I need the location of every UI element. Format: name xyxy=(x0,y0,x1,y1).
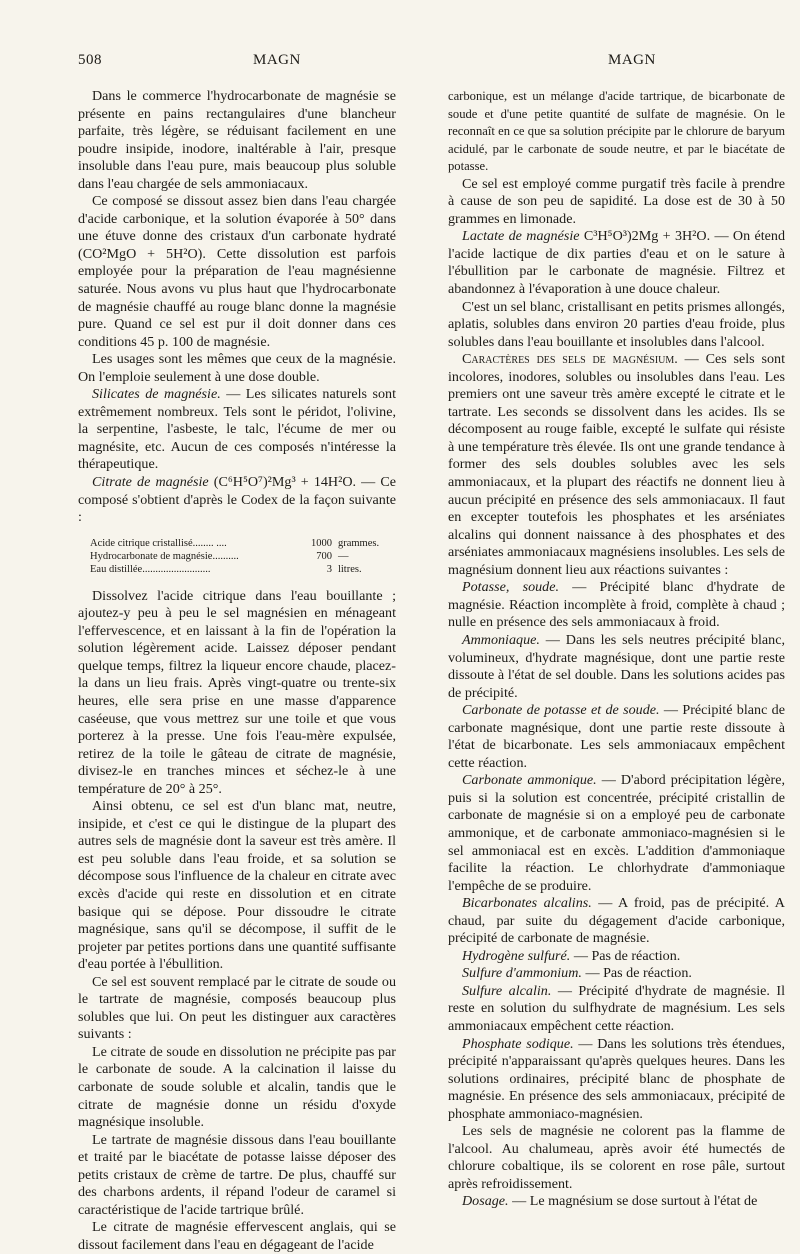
paragraph xyxy=(448,351,785,579)
paragraph xyxy=(448,965,785,983)
paragraph xyxy=(448,1036,785,1124)
ingredient-name: Acide citrique cristallisé........ .... xyxy=(90,537,227,549)
paragraph-text: Ainsi obtenu, ce sel est d'un blanc mat, neutre, insipide, et c'est ce qui le distingue de la plupart des autres sels de magnésie dont la saveur est très amère. Il est peu soluble dans l'eau froide, et sa solution se décompose sous l'influence de la chaleur en citrate avec excès d'acide qui reste en dissolution et en citrate basique qui se dépose. Pour dissoudre le citrate magnésique, sans qu'il se décompose, il suffit de le projeter par petites portions dans une quantité suffisante d'eau portée à l'ébullition. xyxy=(78,798,396,973)
paragraph-text: — Précipité d'hydrate de magnésie. Il reste en solution du sulfhydrate de magnésium. Les sels ammoniacaux empêchent cette réaction. xyxy=(448,982,785,1034)
paragraph xyxy=(78,588,396,799)
paragraph-text: Dans le commerce l'hydrocarbonate de magnésie se présente en pains rectangulaires d'une blancheur parfaite, très légère, se réduisant facilement en une poudre insipide, inodore, inaltérable à l'air, presque insoluble dans l'eau pure, mais beaucoup plus soluble dans l'eau chargée de sels ammoniacaux. xyxy=(78,88,396,192)
paragraph-text: Le citrate de magnésie effervescent anglais, qui se dissout facilement dans l'eau en dégageant de l'acide xyxy=(78,1219,396,1253)
paragraph xyxy=(78,1132,396,1220)
section-heading: Sulfure alcalin. xyxy=(462,982,552,999)
section-heading: Hydrogène sulfuré. xyxy=(462,947,571,964)
ingredient-quantity: 1000 xyxy=(310,537,332,549)
recipe-row xyxy=(90,537,396,550)
paragraph xyxy=(78,798,396,973)
paragraph-text: Ce sel est employé comme purgatif très facile à prendre à cause de son peu de sapidité. La dose est de 30 à 50 grammes en limonade. xyxy=(448,175,785,227)
section-heading: Sulfure d'ammonium. xyxy=(462,965,582,982)
paragraph xyxy=(448,702,785,772)
paragraph xyxy=(78,974,396,1044)
paragraph-text: — Pas de réaction. xyxy=(581,965,692,982)
section-heading: Potasse, soude. xyxy=(462,579,559,596)
paragraph xyxy=(78,193,396,351)
section-heading: Dosage. xyxy=(462,1193,509,1210)
paragraph-text: Les usages sont les mêmes que ceux de la magnésie. On l'emploie seulement à une dose double. xyxy=(78,351,396,385)
paragraph xyxy=(448,228,785,298)
paragraph-text: carbonique, est un mélange d'acide tartrique, de bicarbonate de soude et d'une petite quantité de sulfate de magnésie. On le reconnaît en ce que sa solution précipite par le chlorure de baryum acidulé, par le carbonate de soude neutre, et par le biacétate de potasse. xyxy=(448,89,785,174)
page-number: 508 xyxy=(78,52,102,68)
paragraph-text: Ce sel est souvent remplacé par le citrate de soude ou le tartrate de magnésie, composés beaucoup plus solubles que lui. On peut les distinguer aux caractères suivants : xyxy=(78,973,396,1043)
ingredient-name: Hydrocarbonate de magnésie.......... xyxy=(90,550,239,562)
ingredient-unit: — xyxy=(337,550,349,562)
paragraph-text: — Précipité blanc de carbonate magnésique, dont une partie reste dissoute à l'état de bicarbonate. Les sels ammoniacaux empêchent cette réaction. xyxy=(448,702,785,771)
paragraph-text: Le tartrate de magnésie dissous dans l'eau bouillante et traité par le biacétate de potasse laisse déposer des petits cristaux de crème de tartre. De plus, chauffé sur des charbons ardents, il répand l'odeur de caramel si caractéristique de l'acide tartrique brûlé. xyxy=(78,1131,396,1218)
recipe-table xyxy=(90,537,396,576)
ingredient-unit: grammes. xyxy=(337,537,380,549)
paragraph xyxy=(448,88,785,176)
section-heading: Bicarbonates alcalins. xyxy=(462,895,592,912)
section-heading: Carbonate ammonique. xyxy=(462,772,597,789)
paragraph-text: — Pas de réaction. xyxy=(570,947,681,964)
paragraph-text: — A froid, pas de précipité. A chaud, par suite du dégagement d'acide carbonique, précipité de carbonate de magnésie. xyxy=(448,895,785,947)
paragraph xyxy=(448,895,785,948)
paragraph xyxy=(448,1123,785,1193)
paragraph-text: — Les silicates naturels sont extrêmement nombreux. Tels sont le péridot, l'olivine, la serpentine, l'asbeste, le talc, l'écume de mer ou magnésite, etc. Aucun de ces composés n'intéresse la thérapeutique. xyxy=(78,386,396,473)
recipe-row xyxy=(90,550,396,563)
paragraph xyxy=(448,772,785,895)
paragraph xyxy=(448,579,785,632)
paragraph xyxy=(78,88,396,193)
section-heading: Silicates de magnésie. xyxy=(92,386,221,403)
paragraph-text: C'est un sel blanc, cristallisant en petits prismes allongés, aplatis, solubles dans environ 20 parties d'eau froide, plus solubles dans l'eau bouillante et insolubles dans l'alcool. xyxy=(448,298,785,350)
section-heading: Phosphate sodique. xyxy=(462,1035,574,1052)
section-heading: Ammoniaque. xyxy=(462,631,540,648)
ingredient-quantity: 3 xyxy=(326,563,332,575)
ingredient-quantity: 700 xyxy=(316,550,332,562)
paragraph-text: (C⁶H⁵O⁷)²Mg³ + 14H²O. — Ce composé s'obtient d'après le Codex de la façon suivante : xyxy=(78,474,396,526)
recipe-row xyxy=(90,563,396,576)
paragraph xyxy=(448,299,785,352)
paragraph xyxy=(78,474,396,527)
running-title-left: MAGN xyxy=(253,52,301,68)
paragraph xyxy=(448,948,785,966)
paragraph-text: Les sels de magnésie ne colorent pas la flamme de l'alcool. Au chalumeau, après avoir été humectés de chlorure cobaltique, ils se colorent en rose pâle, surtout après refroidissement. xyxy=(448,1123,785,1192)
ingredient-name: Eau distillée.......................... xyxy=(90,563,211,575)
paragraph xyxy=(448,632,785,702)
paragraph-text: Ce composé se dissout assez bien dans l'eau chargée d'acide carbonique, et la solution évaporée à 50° dans une étuve donne des cristaux d'un carbonate hydraté (CO²MgO + 5H²O). Cette dissolution est parfois employée pour la préparation de l'eau magnésienne saturée. Nous avons vu plus haut que l'hydrocarbonate de magnésie chauffé au rouge blanc donne la magnésie pure. Quand ce sel est pur il doit donner dans ces conditions 45 p. 100 de magnésie. xyxy=(78,193,396,350)
right-column xyxy=(448,88,785,1211)
section-heading: Lactate de magnésie xyxy=(462,228,580,245)
running-title-right: MAGN xyxy=(608,52,656,68)
paragraph-text: Dissolvez l'acide citrique dans l'eau bouillante ; ajoutez-y peu à peu le sel magnésien en ménageant l'effervescence, et en laissant à la fin de l'opération la solution légèrement acide. Laissez déposer pendant quelque temps, filtrez la liqueur encore chaude, placez-la dans un lieu frais. Après vingt-quatre ou trente-six heures, elle sera prise en une masse d'apparence caséeuse, que vous mettrez sur une toile et que vous porterez à la presse. Une fois l'eau-mère expulsée, retirez de la toile le gâteau de citrate de magnésie, divisez-le en tranches minces et séchez-le à une température de 20° à 25°. xyxy=(78,587,396,797)
paragraph-text: — Dans les solutions très étendues, précipité n'apparaissant qu'après quelques heures. Dans les solutions ordinaires, précipité blanc de phosphate de magnésie. En présence des sels ammoniacaux, précipité de phosphate ammoniaco-magnésien. xyxy=(448,1035,785,1122)
paragraph-text: — Précipité blanc d'hydrate de magnésie. Réaction incomplète à froid, complète à chaud ; nulle en présence des sels ammoniacaux à froid. xyxy=(448,579,785,631)
paragraph-text: — Ces sels sont incolores, inodores, solubles ou insolubles dans l'eau. Les premiers ont une saveur très amère excepté le citrate et le tartrate. Les seconds se dissolvent dans les acides. Ils se décomposent au rouge faible, excepté le sulfate qui résiste à une température très élevée. Ils ont une grande tendance à former des sels doubles solubles avec les sels ammoniacaux, et la plupart des réactifs ne donnent lieu à aucun précipité en présence des sels ammoniacaux. Il faut en excepter toutefois les phosphates et les arséniates alcalins qui donnent naissance à des phosphates et des arséniates ammoniacaux magnésiens insolubles. Les sels de magnésium donnent lieu aux réactions suivantes : xyxy=(448,351,785,578)
section-heading: Caractères des sels de magnésium. xyxy=(462,351,678,368)
paragraph-text: — D'abord précipitation légère, puis si la solution est concentrée, précipité cristallin de carbonate de magnésie si on a employé peu de carbonate ammonique, et de carbonate ammoniaco-magnésien si le sel ammoniacal est en excès. L'addition d'ammoniaque facilite la réaction. Le chlorhydrate d'ammoniaque l'empêche de se produire. xyxy=(448,772,785,894)
section-heading: Carbonate de potasse et de soude. xyxy=(462,702,660,719)
ingredient-unit: litres. xyxy=(337,563,362,575)
section-heading: Citrate de magnésie xyxy=(92,474,209,491)
paragraph-text: Le citrate de soude en dissolution ne précipite pas par le carbonate de soude. A la calcination il laisse du carbonate de soude soluble et alcalin, tandis que le citrate de magnésie donne un résidu d'oxyde magnésique insoluble. xyxy=(78,1043,396,1131)
running-header xyxy=(78,52,788,74)
paragraph-text: — Dans les sels neutres précipité blanc, volumineux, d'hydrate magnésique, dont une partie reste dissoute à l'état de sel double. Dans les solutions acides pas de précipité. xyxy=(448,631,785,701)
left-column xyxy=(78,88,396,1254)
paragraph xyxy=(448,983,785,1036)
paragraph xyxy=(78,386,396,474)
paragraph xyxy=(448,176,785,229)
paragraph xyxy=(78,351,396,386)
paragraph xyxy=(78,1044,396,1132)
paragraph-text: — Le magnésium se dose surtout à l'état de xyxy=(508,1193,758,1210)
paragraph xyxy=(78,1219,396,1254)
paragraph xyxy=(448,1193,785,1211)
paragraph-text: C³H⁵O³)2Mg + 3H²O. — On étend l'acide lactique de dix parties d'eau et on le sature à l'ébullition par le carbonate de magnésie. Filtrez et abandonnez à l'évaporation à une douce chaleur. xyxy=(448,228,785,298)
